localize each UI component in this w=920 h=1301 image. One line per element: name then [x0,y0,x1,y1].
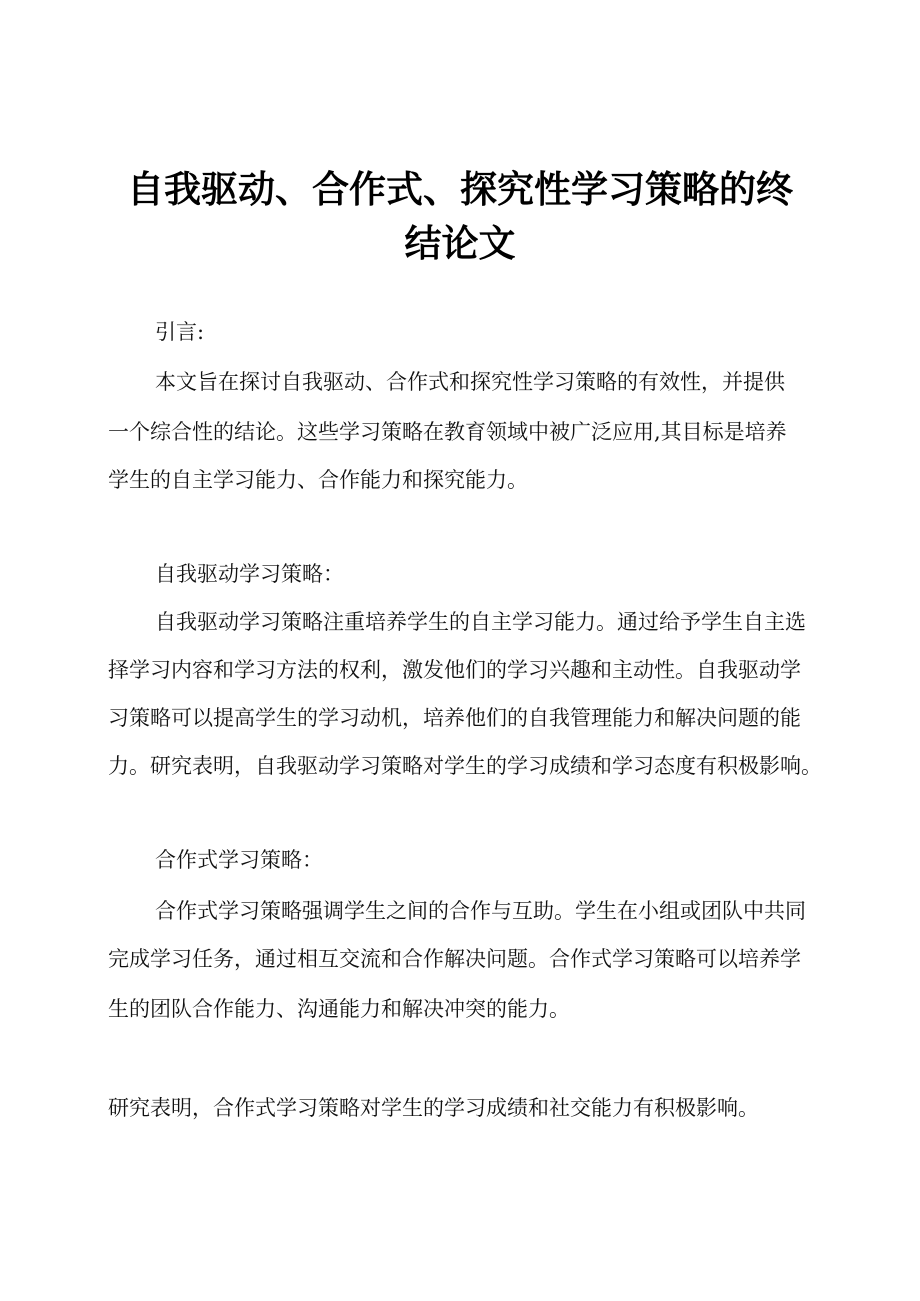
document-title-line-1: 自我驱动、合作式、探究性学习策略的终 [127,168,793,211]
section1-paragraph-line: 力。研究表明，自我驱动学习策略对学生的学习成绩和学习态度有积极影响。 [108,754,822,778]
intro-paragraph-line: 本文旨在探讨自我驱动、合作式和探究性学习策略的有效性，并提供 [155,370,785,394]
intro-paragraph-line: 一个综合性的结论。这些学习策略在教育领域中被广泛应用,其目标是培养 [108,420,787,444]
section2-paragraph-line: 完成学习任务，通过相互交流和合作解决问题。合作式学习策略可以培养学 [108,947,801,971]
section1-heading: 自我驱动学习策略： [155,562,344,586]
section2-heading: 合作式学习策略： [155,848,323,872]
section1-paragraph-line: 择学习内容和学习方法的权利，激发他们的学习兴趣和主动性。自我驱动学 [108,658,801,682]
section2-paragraph-line: 生的团队合作能力、沟通能力和解决冲突的能力。 [108,997,570,1021]
section2-paragraph-line: 合作式学习策略强调学生之间的合作与互助。学生在小组或团队中共同 [155,899,806,923]
intro-heading: 引言: [155,320,205,344]
section1-paragraph-line: 习策略可以提高学生的学习动机，培养他们的自我管理能力和解决问题的能 [108,706,801,730]
intro-paragraph-line: 学生的自主学习能力、合作能力和探究能力。 [108,468,528,492]
section1-paragraph-line: 自我驱动学习策略注重培养学生的自主学习能力。通过给予学生自主选 [155,610,806,634]
section2-conclusion: 研究表明，合作式学习策略对学生的学习成绩和社交能力有积极影响。 [108,1096,759,1120]
document-title-line-2: 结论文 [404,222,516,265]
